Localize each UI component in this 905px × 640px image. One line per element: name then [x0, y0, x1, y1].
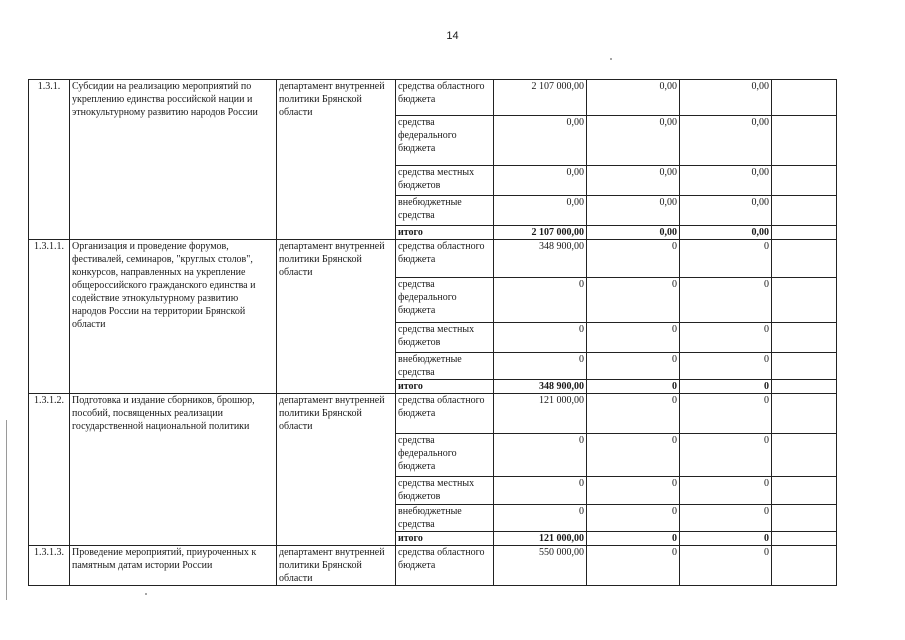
amount-year-2: 0	[587, 278, 680, 323]
table-row	[29, 546, 837, 586]
amount-year-2: 0	[587, 323, 680, 353]
notes-cell	[772, 166, 837, 196]
notes-cell	[772, 240, 837, 278]
amount-year-2: 0	[587, 532, 680, 546]
amount-year-3: 0	[680, 380, 772, 394]
amount-year-1: 0	[494, 278, 587, 323]
amount-year-2: 0	[587, 394, 680, 434]
amount-year-1: 121 000,00	[494, 394, 587, 434]
table-row	[29, 80, 837, 116]
table-body	[29, 80, 837, 586]
amount-year-2: 0	[587, 353, 680, 380]
amount-year-3: 0	[680, 278, 772, 323]
item-description: Проведение мероприятий, приуроченных к памятным датам истории России	[70, 546, 277, 586]
funding-source: внебюджетные средства	[396, 196, 494, 226]
funding-source: средства областного бюджета	[396, 80, 494, 116]
table-row	[29, 394, 837, 434]
funding-source: внебюджетные средства	[396, 505, 494, 532]
responsible-department: департамент внутренней политики Брянской области	[277, 240, 396, 394]
amount-year-3: 0	[680, 505, 772, 532]
funding-source: средства федерального бюджета	[396, 434, 494, 477]
total-label: итого	[396, 226, 494, 240]
funding-source: средства местных бюджетов	[396, 323, 494, 353]
scan-artifact-line	[6, 420, 7, 600]
amount-year-3: 0,00	[680, 80, 772, 116]
notes-cell	[772, 546, 837, 586]
amount-year-1: 348 900,00	[494, 380, 587, 394]
amount-year-2: 0	[587, 434, 680, 477]
amount-year-1: 121 000,00	[494, 532, 587, 546]
item-description: Субсидии на реализацию мероприятий по укреплению единства российской нации и этнокультурному развитию народов России	[70, 80, 277, 240]
amount-year-1: 348 900,00	[494, 240, 587, 278]
funding-source: средства местных бюджетов	[396, 166, 494, 196]
table-row	[29, 240, 837, 278]
funding-source: средства федерального бюджета	[396, 116, 494, 166]
notes-cell	[772, 353, 837, 380]
budget-table	[28, 79, 837, 586]
amount-year-1: 0	[494, 477, 587, 505]
amount-year-3: 0	[680, 532, 772, 546]
notes-cell	[772, 434, 837, 477]
notes-cell	[772, 323, 837, 353]
amount-year-1: 0	[494, 434, 587, 477]
amount-year-3: 0,00	[680, 116, 772, 166]
responsible-department: департамент внутренней политики Брянской области	[277, 394, 396, 546]
responsible-department: департамент внутренней политики Брянской области	[277, 546, 396, 586]
notes-cell	[772, 278, 837, 323]
notes-cell	[772, 380, 837, 394]
notes-cell	[772, 226, 837, 240]
amount-year-2: 0	[587, 380, 680, 394]
amount-year-3: 0	[680, 546, 772, 586]
amount-year-2: 0	[587, 477, 680, 505]
funding-source: средства областного бюджета	[396, 240, 494, 278]
notes-cell	[772, 532, 837, 546]
amount-year-1: 2 107 000,00	[494, 80, 587, 116]
item-number: 1.3.1.	[29, 80, 70, 240]
item-number: 1.3.1.3.	[29, 546, 70, 586]
amount-year-3: 0	[680, 323, 772, 353]
amount-year-3: 0,00	[680, 196, 772, 226]
amount-year-2: 0,00	[587, 116, 680, 166]
amount-year-3: 0	[680, 240, 772, 278]
amount-year-1: 0	[494, 323, 587, 353]
funding-source: внебюджетные средства	[396, 353, 494, 380]
notes-cell	[772, 505, 837, 532]
amount-year-1: 0,00	[494, 116, 587, 166]
amount-year-3: 0	[680, 477, 772, 505]
responsible-department: департамент внутренней политики Брянской области	[277, 80, 396, 240]
notes-cell	[772, 80, 837, 116]
page-number: 14	[446, 30, 459, 42]
amount-year-2: 0	[587, 505, 680, 532]
funding-source: средства федерального бюджета	[396, 278, 494, 323]
amount-year-1: 0	[494, 353, 587, 380]
item-description: Организация и проведение форумов, фестивалей, семинаров, "круглых столов", конкурсов, направленных на укрепление общероссийского гражданского единства и содействие этнокультурному развитию народов России на территории Брянской области	[70, 240, 277, 394]
funding-source: средства областного бюджета	[396, 394, 494, 434]
amount-year-3: 0,00	[680, 226, 772, 240]
funding-source: средства местных бюджетов	[396, 477, 494, 505]
amount-year-1: 0,00	[494, 196, 587, 226]
total-label: итого	[396, 380, 494, 394]
notes-cell	[772, 394, 837, 434]
amount-year-1: 2 107 000,00	[494, 226, 587, 240]
amount-year-2: 0,00	[587, 166, 680, 196]
funding-source: средства областного бюджета	[396, 546, 494, 586]
amount-year-2: 0,00	[587, 80, 680, 116]
amount-year-3: 0	[680, 434, 772, 477]
scan-artifact-dot	[145, 593, 147, 595]
notes-cell	[772, 477, 837, 505]
amount-year-1: 550 000,00	[494, 546, 587, 586]
item-number: 1.3.1.1.	[29, 240, 70, 394]
amount-year-1: 0,00	[494, 166, 587, 196]
notes-cell	[772, 116, 837, 166]
amount-year-2: 0,00	[587, 226, 680, 240]
amount-year-3: 0	[680, 394, 772, 434]
amount-year-1: 0	[494, 505, 587, 532]
scan-artifact-dot	[610, 58, 612, 60]
amount-year-2: 0	[587, 546, 680, 586]
item-number: 1.3.1.2.	[29, 394, 70, 546]
amount-year-3: 0,00	[680, 166, 772, 196]
total-label: итого	[396, 532, 494, 546]
item-description: Подготовка и издание сборников, брошюр, пособий, посвященных реализации государственной национальной политики	[70, 394, 277, 546]
amount-year-2: 0,00	[587, 196, 680, 226]
amount-year-3: 0	[680, 353, 772, 380]
amount-year-2: 0	[587, 240, 680, 278]
notes-cell	[772, 196, 837, 226]
